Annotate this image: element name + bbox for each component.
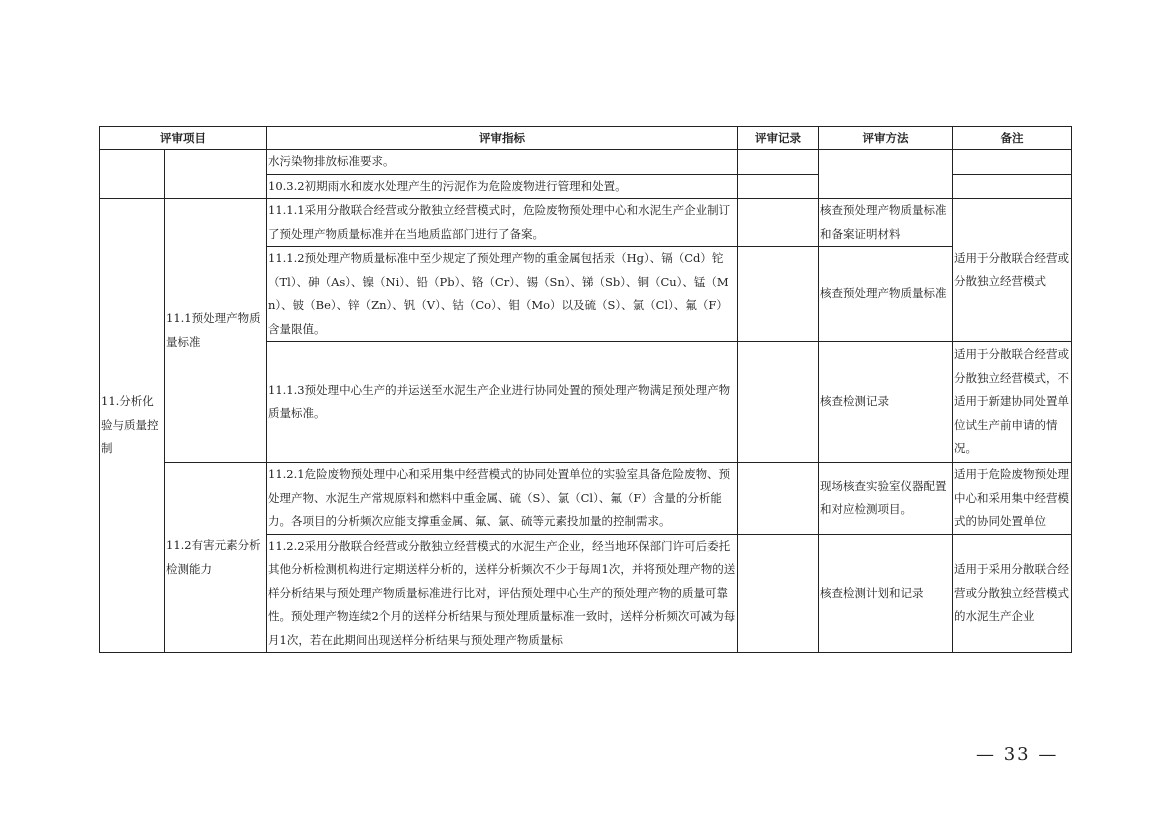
method-cell: 核查预处理产物质量标准 — [819, 247, 953, 342]
header-item: 评审项目 — [100, 127, 267, 150]
indicator-cell: 11.2.1危险废物预处理中心和采用集中经营模式的协同处置单位的实验室具备危险废物、预处理产物、水泥生产常规原料和燃料中重金属、硫（S）、氯（Cl）、氟（F）含量的分析能力。各项目的分析频次应能支撑重金属、氟、氯、硫等元素投加量的控制需求。 — [267, 463, 738, 535]
header-record: 评审记录 — [738, 127, 819, 150]
indicator-cell: 11.1.3预处理中心生产的并运送至水泥生产企业进行协同处置的预处理产物满足预处理产物质量标准。 — [267, 342, 738, 463]
review-table — [99, 126, 1072, 653]
indicator-cell: 水污染物排放标准要求。 — [267, 150, 738, 175]
record-cell[interactable] — [738, 342, 819, 463]
remark-cell — [953, 174, 1072, 199]
method-cell: 核查检测计划和记录 — [819, 534, 953, 653]
subsection-label: 11.2有害元素分析检测能力 — [165, 463, 267, 653]
record-cell[interactable] — [738, 463, 819, 535]
table-row — [100, 199, 1072, 247]
record-cell[interactable] — [738, 174, 819, 199]
section-label: 11.分析化验与质量控制 — [100, 199, 165, 653]
record-cell[interactable] — [738, 199, 819, 247]
record-cell[interactable] — [738, 534, 819, 653]
header-row — [100, 127, 1072, 150]
method-cell: 现场核查实验室仪器配置和对应检测项目。 — [819, 463, 953, 535]
header-indicator: 评审指标 — [267, 127, 738, 150]
remark-cell: 适用于分散联合经营或分散独立经营模式 — [953, 199, 1072, 342]
record-cell[interactable] — [738, 247, 819, 342]
method-cell: 核查预处理产物质量标准和备案证明材料 — [819, 199, 953, 247]
indicator-cell: 11.2.2采用分散联合经营或分散独立经营模式的水泥生产企业，经当地环保部门许可后委托其他分析检测机构进行定期送样分析的，送样分析频次不少于每周1次，并将预处理产物的送样分析结果与预处理产物质量标准进行比对，评估预处理中心生产的预处理产物的质量可靠性。预处理产物连续2个月的送样分析结果与预处理质量标准一致时，送样分析频次可减为每月1次，若在此期间出现送样分析结果与预处理产物质量标 — [267, 534, 738, 653]
page-number: — 33 — — [976, 744, 1059, 765]
remark-cell: 适用于采用分散联合经营或分散独立经营模式的水泥生产企业 — [953, 534, 1072, 653]
remark-cell — [953, 150, 1072, 175]
indicator-cell: 11.1.2预处理产物质量标准中至少规定了预处理产物的重金属包括汞（Hg）、镉（Cd）铊（Tl）、砷（As）、镍（Ni）、铅（Pb）、铬（Cr）、锡（Sn）、锑（Sb）、铜（Cu）、锰（Mn）、铍（Be）、锌（Zn）、钒（V）、钴（Co）、钼（Mo）以及硫（S）、氯（Cl）、氟（F）含量限值。 — [267, 247, 738, 342]
item-cell-empty — [100, 150, 165, 199]
record-cell[interactable] — [738, 150, 819, 175]
subsection-label: 11.1预处理产物质量标准 — [165, 199, 267, 463]
indicator-cell: 11.1.1采用分散联合经营或分散独立经营模式时，危险废物预处理中心和水泥生产企业制订了预处理产物质量标准并在当地质监部门进行了备案。 — [267, 199, 738, 247]
table-row — [100, 463, 1072, 535]
remark-cell: 适用于分散联合经营或分散独立经营模式，不适用于新建协同处置单位试生产前申请的情况。 — [953, 342, 1072, 463]
remark-cell: 适用于危险废物预处理中心和采用集中经营模式的协同处置单位 — [953, 463, 1072, 535]
method-cell: 核查检测记录 — [819, 342, 953, 463]
header-method: 评审方法 — [819, 127, 953, 150]
method-cell — [819, 150, 953, 199]
indicator-cell: 10.3.2初期雨水和废水处理产生的污泥作为危险废物进行管理和处置。 — [267, 174, 738, 199]
table-row — [100, 150, 1072, 175]
header-remark: 备注 — [953, 127, 1072, 150]
subitem-cell-empty — [165, 150, 267, 199]
